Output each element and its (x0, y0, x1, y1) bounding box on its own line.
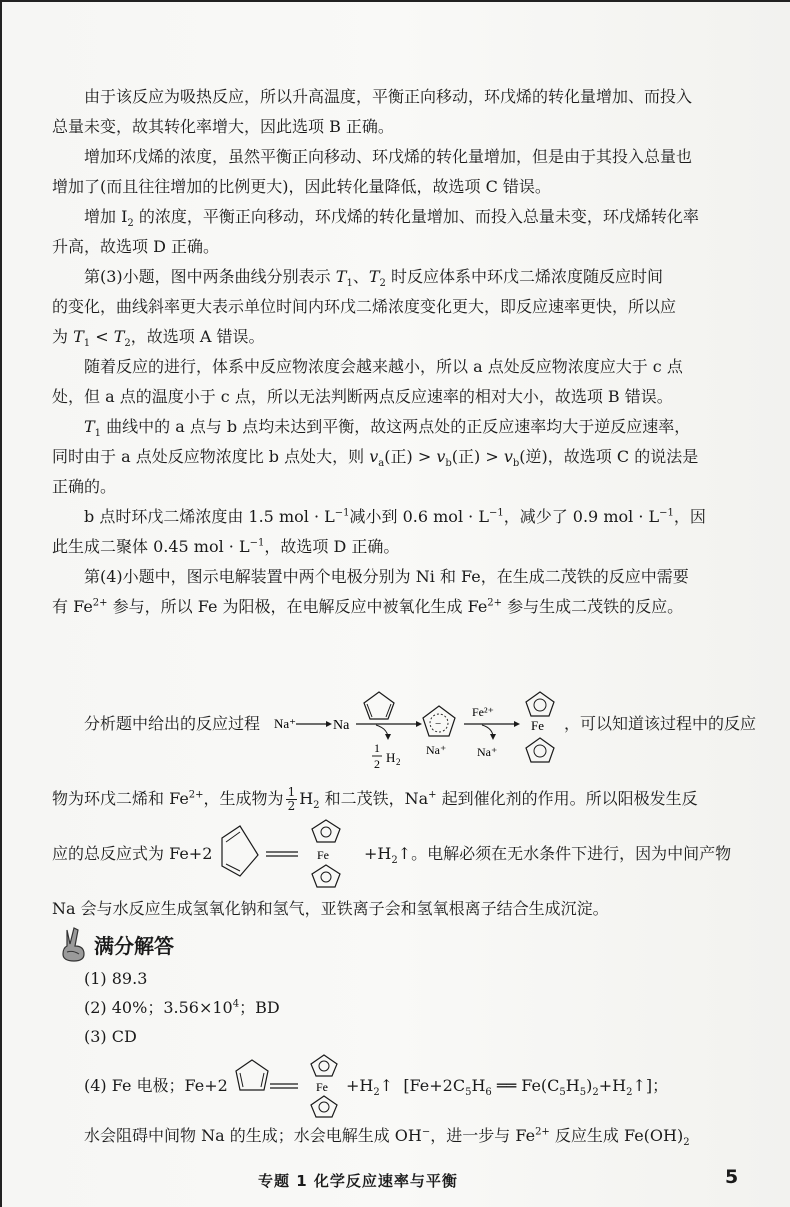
ferrocene-top-circle (321, 827, 331, 837)
arrow-3-head (514, 721, 520, 727)
p6-zheng-2: (正) (451, 447, 481, 466)
p7-c: ，减少了 0.9 mol · L (503, 507, 660, 526)
p4-l3-rel: < (90, 327, 114, 346)
p7-a: b 点时环戊二烯浓度由 1.5 mol · L (84, 507, 335, 526)
p7-l2-b: ，故选项 D 正确。 (264, 537, 400, 556)
explanation-block-3 (52, 894, 772, 924)
answer-fc-bottom-circle (319, 1102, 329, 1112)
p8-b: 参与，所以 Fe 为阳极，在电解反应中被氧化生成 Fe (107, 597, 488, 616)
scheme-h-sub: 2 (396, 757, 401, 767)
p7-line-2 (52, 532, 752, 562)
p9-h-sub: 2 (313, 800, 320, 812)
footer-chapter-title: 专题 1 化学反应速率与平衡 (258, 1172, 458, 1190)
scheme-half-den: 2 (374, 757, 380, 771)
answer-5-sub: 2 (683, 1137, 690, 1149)
scan-border-left (0, 0, 2, 1207)
p4-line-3 (52, 322, 752, 352)
p6-text-a: 曲线中的 a 点与 b 点均未达到平衡，故这两点处的正反应速率均大于逆反应速率， (101, 417, 691, 436)
p9-plus: + (428, 789, 437, 801)
scheme-na-out: Na⁺ (477, 745, 498, 759)
cyclopentadiene-icon (364, 692, 394, 719)
p6-t1-sub: 1 (94, 428, 102, 440)
p1-line-1: 由于该反应为吸热反应，所以升高温度，平衡正向移动，环戊烯的转化量增加、而投入 (84, 87, 693, 106)
p9-l3-c: ↑。电解必须在无水条件下进行，因为中间产物 (397, 844, 732, 863)
p7-line-1 (52, 502, 752, 532)
answer-section-title: 满分解答 (94, 933, 174, 958)
answer-4-rest (346, 1076, 669, 1099)
p9-h: H (299, 789, 314, 808)
answer-4-sub-1: 2 (373, 1087, 380, 1099)
answer-2 (84, 993, 280, 1022)
answer-1: (1) 89.3 (84, 969, 148, 988)
answer-list (84, 964, 280, 1051)
half-den: 2 (287, 799, 296, 813)
p5-line-2: 处，但 a 点的温度小于 c 点，所以无法判断两点反应速率的相对大小，故选项 B 错误。 (52, 387, 673, 406)
p1-line-2: 总量未变，故其转化率增大，因此选项 B 正确。 (52, 117, 394, 136)
p4-text-b: 时反应体系中环戊二烯浓度随反应时间 (385, 267, 663, 286)
p9-lead: 分析题中给出的反应过程 (84, 714, 261, 733)
answer-2-a: (2) 40%；3.56×10 (84, 998, 233, 1017)
answer-2-b: ；BD (239, 998, 280, 1017)
p9-sup: 2+ (188, 789, 204, 801)
half-fraction (286, 786, 298, 813)
ferrocene-bottom-circle (321, 872, 331, 882)
scheme-anion: − (435, 718, 442, 730)
p8-a: 有 Fe (52, 597, 93, 616)
answer-4-a: (4) Fe 电极；Fe+2 (84, 1076, 228, 1095)
answer-4-sub-6: 2 (592, 1087, 599, 1099)
p6-zheng-1: (正) (384, 447, 413, 466)
p9-l3-b: +H (364, 844, 392, 863)
ferrocene-top-ring-icon (526, 692, 554, 716)
p9-l3-a: 应的总反应式为 Fe+2 (52, 844, 213, 863)
overall-fe: Fe (317, 848, 329, 862)
explanation-block-2 (52, 780, 772, 814)
answer-4-b: +H (346, 1076, 374, 1095)
scheme-fe2: Fe²⁺ (472, 705, 494, 719)
scheme-na-plus: Na⁺ (274, 716, 297, 731)
answer-4-f: ══ Fe(C (491, 1076, 560, 1095)
answer-4-line (84, 1054, 784, 1120)
p9-l2-f: 起到催化剂的作用。所以阳极发生反 (436, 789, 698, 808)
p8-sup-2: 2+ (487, 597, 503, 609)
ferrocene-bottom-icon (312, 865, 340, 887)
p3-sub: 2 (127, 218, 134, 230)
ferrocene-bottom-ring-icon (526, 738, 554, 762)
p6-l2-b: ，故选项 C 的说法是 (547, 447, 699, 466)
scheme-fe: Fe (531, 718, 544, 733)
side-arrow-1-head (385, 734, 391, 740)
p9-line-2 (52, 786, 698, 813)
p7-exp-4: −1 (249, 537, 265, 549)
p7-l2-a: 此生成二聚体 0.45 mol · L (52, 537, 250, 556)
overall-reaction-diagram (220, 818, 360, 892)
scheme-half-num: 1 (374, 741, 380, 755)
p6-t1: T (84, 417, 95, 436)
cyclopentadiene-structure-icon (222, 826, 258, 876)
page-number: 5 (725, 1166, 739, 1188)
ferrocene-top-aromatic (534, 699, 546, 711)
p8-line-2 (52, 592, 752, 622)
answer-4-sub-5: 5 (579, 1087, 587, 1099)
p3-line-2: 升高，故选项 D 正确。 (52, 237, 220, 256)
overall-reaction-line (52, 818, 772, 892)
p6-gt-2: > (480, 447, 504, 466)
answer-fc-top-circle (319, 1061, 329, 1071)
p7-exp-1: −1 (334, 507, 350, 519)
p5-line-1: 随着反应的进行，体系中反应物浓度会越来越小，所以 a 点处反应物浓度应大于 c 点 (84, 357, 683, 376)
side-arrow-2-head (490, 734, 496, 740)
double-bond-1 (367, 704, 372, 717)
ferrocene-bottom-aromatic (534, 745, 546, 757)
p6-l2-a: 同时由于 a 点处反应物浓度比 b 点处大，则 (52, 447, 370, 466)
answer-4-e: H (471, 1076, 486, 1095)
scheme-h: H (386, 750, 396, 765)
p6-line-3: 正确的。 (52, 477, 117, 496)
answer-fc-top-icon (311, 1055, 337, 1076)
p7-exp-3: −1 (659, 507, 674, 519)
p9-l3-rest (364, 844, 732, 867)
p6-v3: v (503, 447, 513, 466)
explanation-block-1 (52, 82, 752, 622)
answer-5-sup: 2+ (535, 1126, 550, 1138)
victory-hand-icon (58, 926, 88, 962)
p9-l2-d: 和二茂铁，Na (319, 789, 429, 808)
answer-4-j: ↑]； (632, 1076, 669, 1095)
answer-3: (3) CD (84, 1027, 137, 1046)
answer-4-structure (234, 1054, 354, 1120)
p3-text-b: 的浓度，平衡正向移动，环戊烯的转化量增加、而投入总量未变，环戊烯转化率 (133, 207, 699, 226)
answer-4-continued (84, 1122, 784, 1150)
half-num: 1 (287, 785, 296, 799)
answer-4-g: H (565, 1076, 580, 1095)
p4-l3-a: 为 (52, 327, 74, 346)
p9-l3-sub: 2 (391, 855, 398, 867)
p6-v2-sub: b (445, 458, 452, 470)
p4-t1: T (335, 267, 347, 286)
reaction-scheme-line (52, 690, 772, 776)
scan-border-top (0, 0, 790, 2)
p4-text-a: 第(3)小题，图中两条曲线分别表示 (84, 267, 336, 286)
answer-5-line (84, 1126, 690, 1149)
answer-5-a: 水会阻碍中间物 Na 的生成；水会电解生成 OH (84, 1126, 422, 1145)
answer-5-c: 反应生成 Fe(OH) (549, 1126, 684, 1145)
answer-section-header (58, 926, 174, 962)
answer-fc-bottom-icon (311, 1096, 337, 1117)
answer-5-b: ，进一步与 Fe (430, 1126, 536, 1145)
p4-l3-t2-sub: 2 (124, 338, 131, 350)
p4-l3-t1: T (73, 327, 84, 346)
answer-4-c: ↑ (379, 1076, 394, 1095)
ferrocene-top-icon (312, 820, 340, 842)
answer-4-sub-4: 5 (559, 1087, 566, 1099)
scheme-na: Na (333, 718, 350, 733)
p8-c: 参与生成二茂铁的反应。 (502, 597, 684, 616)
p4-l3-t2: T (113, 327, 125, 346)
answer-cp-db2 (261, 1073, 264, 1087)
p9-line-4: Na 会与水反应生成氢氧化钠和氢气，亚铁离子会和氢氧根离子结合生成沉淀。 (52, 899, 609, 918)
p6-v3-sub: b (512, 458, 520, 470)
p4-t1-sub: 1 (346, 278, 353, 290)
p6-line-1 (52, 412, 752, 442)
answer-4-sub-3: 6 (485, 1087, 492, 1099)
answer-4-sub-7: 2 (626, 1087, 633, 1099)
p2-line-2: 增加了(而且往往增加的比例更大)，因此转化量降低，故选项 C 错误。 (52, 177, 551, 196)
p2-line-1: 增加环戊烯的浓度，虽然平衡正向移动、环戊烯的转化量增加，但是由于其投入总量也 (84, 147, 693, 166)
answer-cp-db1 (240, 1073, 243, 1087)
answer-4-h: ) (586, 1076, 593, 1095)
p9-trail: ，可以知道该过程中的反应 (564, 714, 757, 733)
p7-d: ，因 (673, 507, 706, 526)
p4-t2: T (368, 267, 380, 286)
arrow-2-head (416, 721, 422, 727)
p4-line-2: 的变化，曲线斜率更大表示单位时间内环戊二烯浓度变化更大，即反应速率更快，所以应 (52, 297, 677, 316)
answer-4-sub-2: 5 (465, 1087, 472, 1099)
p7-exp-2: −1 (488, 507, 504, 519)
answer-fe: Fe (316, 1080, 328, 1094)
answer-5-minus: − (421, 1126, 431, 1138)
p4-t2-sub: 2 (379, 278, 386, 290)
p3-line-1 (52, 202, 752, 232)
p8-line-1: 第(4)小题中，图示电解装置中两个电极分别为 Ni 和 Fe，在生成二茂铁的反应中需要 (84, 567, 689, 586)
p8-sup-1: 2+ (92, 597, 108, 609)
p3-text-a: 增加 I (84, 207, 128, 226)
p6-v1-sub: a (378, 458, 385, 470)
p4-sep: 、 (352, 267, 369, 286)
p6-line-2 (52, 442, 752, 472)
p4-l3-b: ，故选项 A 错误。 (130, 327, 265, 346)
reaction-scheme-diagram (274, 690, 564, 776)
p6-v2: v (436, 447, 446, 466)
answer-4-i: +H (598, 1076, 627, 1095)
p9-l2-a: 物为环戊二烯和 Fe (52, 789, 189, 808)
p7-b: 减小到 0.6 mol · L (349, 507, 489, 526)
p6-v1: v (369, 447, 379, 466)
p6-gt-1: > (412, 447, 437, 466)
double-bond-2 (386, 704, 391, 717)
p4-line-1 (52, 262, 752, 292)
p9-l2-b: ，生成物为 (203, 789, 284, 808)
answer-4-d: [Fe+2C (403, 1076, 466, 1095)
p6-ni: (逆) (519, 447, 548, 466)
answer-2-sup: 4 (232, 998, 240, 1010)
scheme-na-cation: Na⁺ (426, 743, 447, 757)
arrow-1-head (326, 721, 332, 727)
p4-l3-t1-sub: 1 (83, 338, 91, 350)
